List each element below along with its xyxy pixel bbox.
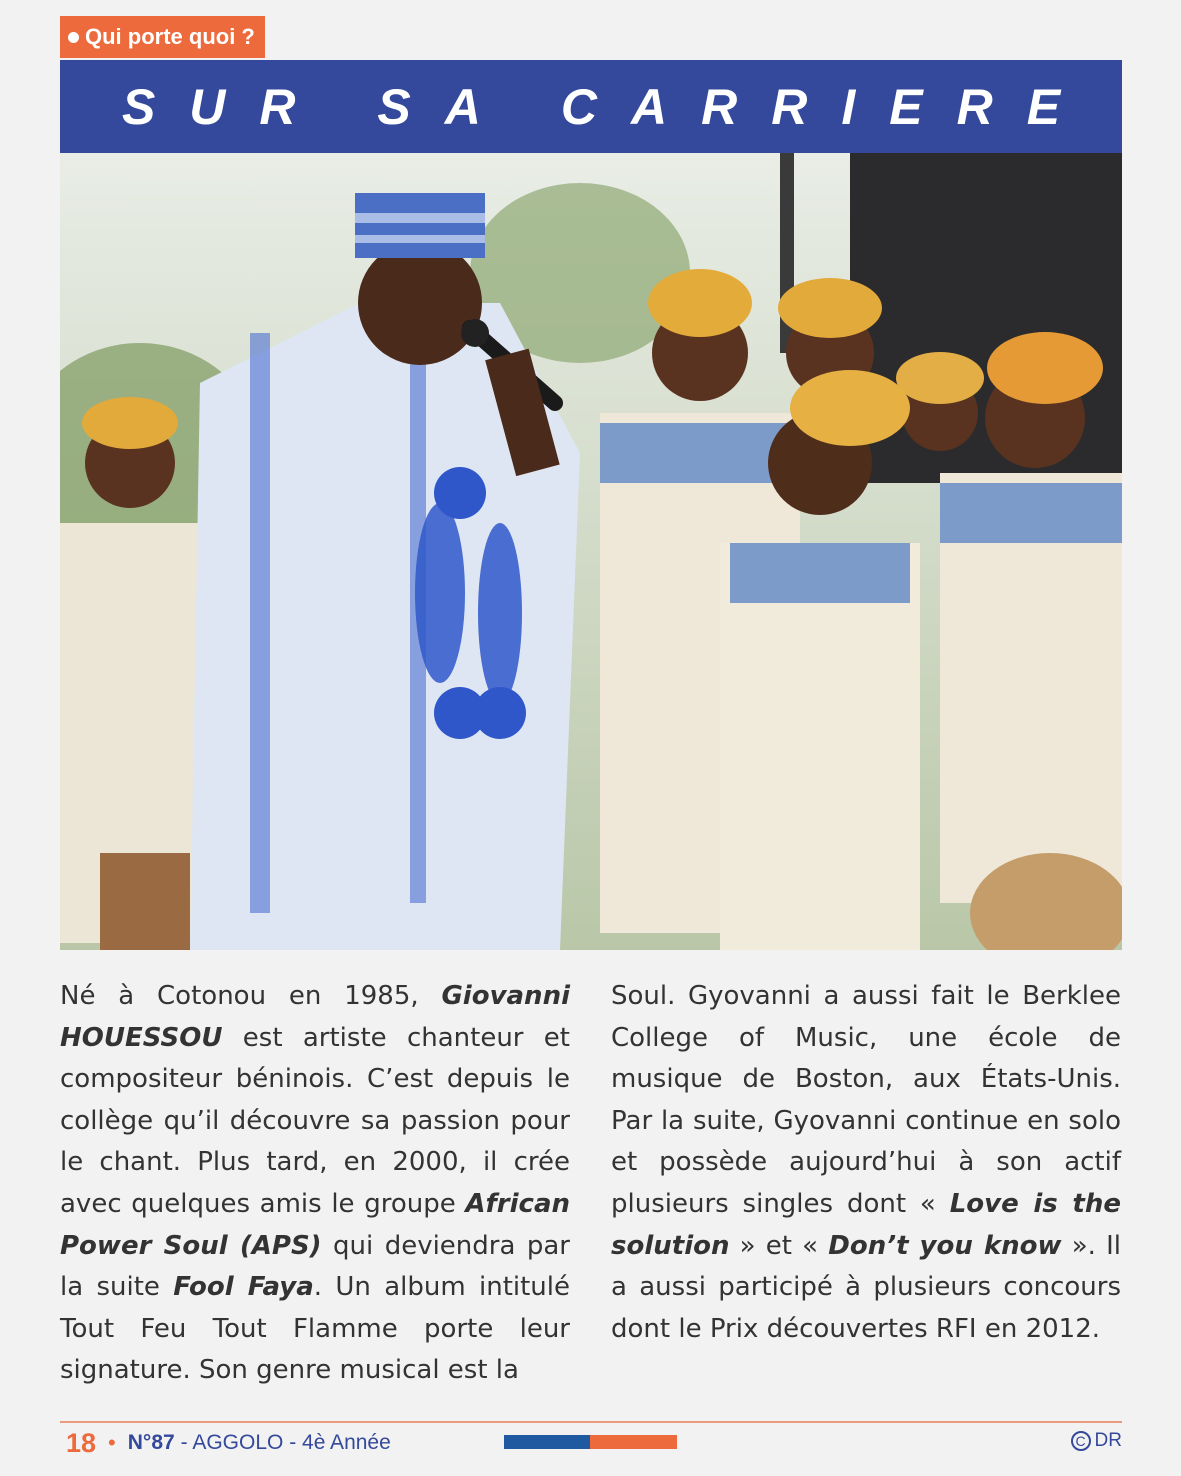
footer-divider xyxy=(60,1421,1122,1423)
rubric-label: Qui porte quoi ? xyxy=(85,24,255,49)
photo-singer-with-choir-icon xyxy=(60,153,1122,950)
photo-credit xyxy=(1071,1430,1122,1452)
copyright-icon: C xyxy=(1071,1431,1091,1451)
section-title: SUR SA CARRIERE xyxy=(121,78,1095,135)
article-emphasis: Fool Faya xyxy=(173,1272,314,1303)
credit-label: DR xyxy=(1094,1430,1122,1451)
footer-color-bar xyxy=(504,1435,677,1449)
article-emphasis: African Power Soul (APS) xyxy=(60,1188,570,1261)
article-column-left xyxy=(60,976,570,1392)
bullet-dot-icon xyxy=(68,32,79,43)
page-number: 18 xyxy=(66,1427,97,1458)
article-text: qui deviendra par la suite xyxy=(60,1230,570,1303)
article-photo xyxy=(60,153,1122,950)
article-text: est artiste chanteur et compositeur béninois. C’est depuis le collège qu’il découvre sa passion pour le chant. Plus tard, en 2000, il crée avec quelques amis le groupe xyxy=(60,1022,570,1219)
article-text: ». Il a aussi participé à plusieurs concours dont le Prix découvertes RFI en 2012. xyxy=(611,1230,1121,1344)
article-emphasis: Giovanni HOUESSOU xyxy=(60,981,570,1053)
article-column-right xyxy=(611,976,1121,1350)
article-text: » et « xyxy=(729,1230,829,1261)
issue-number: N°87 xyxy=(127,1431,175,1454)
article-text: Né à Cotonou en 1985, xyxy=(60,981,442,1011)
section-title-banner xyxy=(60,60,1122,153)
page-footer xyxy=(60,1428,1122,1458)
footer-bullet: • xyxy=(108,1430,116,1455)
article-text: Soul. Gyovanni a aussi fait le Berklee College of Music, une école de musique de Boston, aux États-Unis. Par la suite, Gyovanni continue en solo et possède aujourd’hui à son actif plusieurs singles dont « xyxy=(611,981,1121,1219)
article-emphasis: Love is the solution xyxy=(611,1188,1121,1261)
rubric-tag xyxy=(60,16,265,58)
article-emphasis: Don’t you know xyxy=(828,1230,1062,1261)
footer-bar-orange xyxy=(590,1435,677,1449)
article-text: . Un album intitulé Tout Feu Tout Flamme porte leur signature. Son genre musical est la xyxy=(60,1272,570,1386)
magazine-info: - AGGOLO - 4è Année xyxy=(180,1431,391,1454)
footer-bar-blue xyxy=(504,1435,590,1449)
